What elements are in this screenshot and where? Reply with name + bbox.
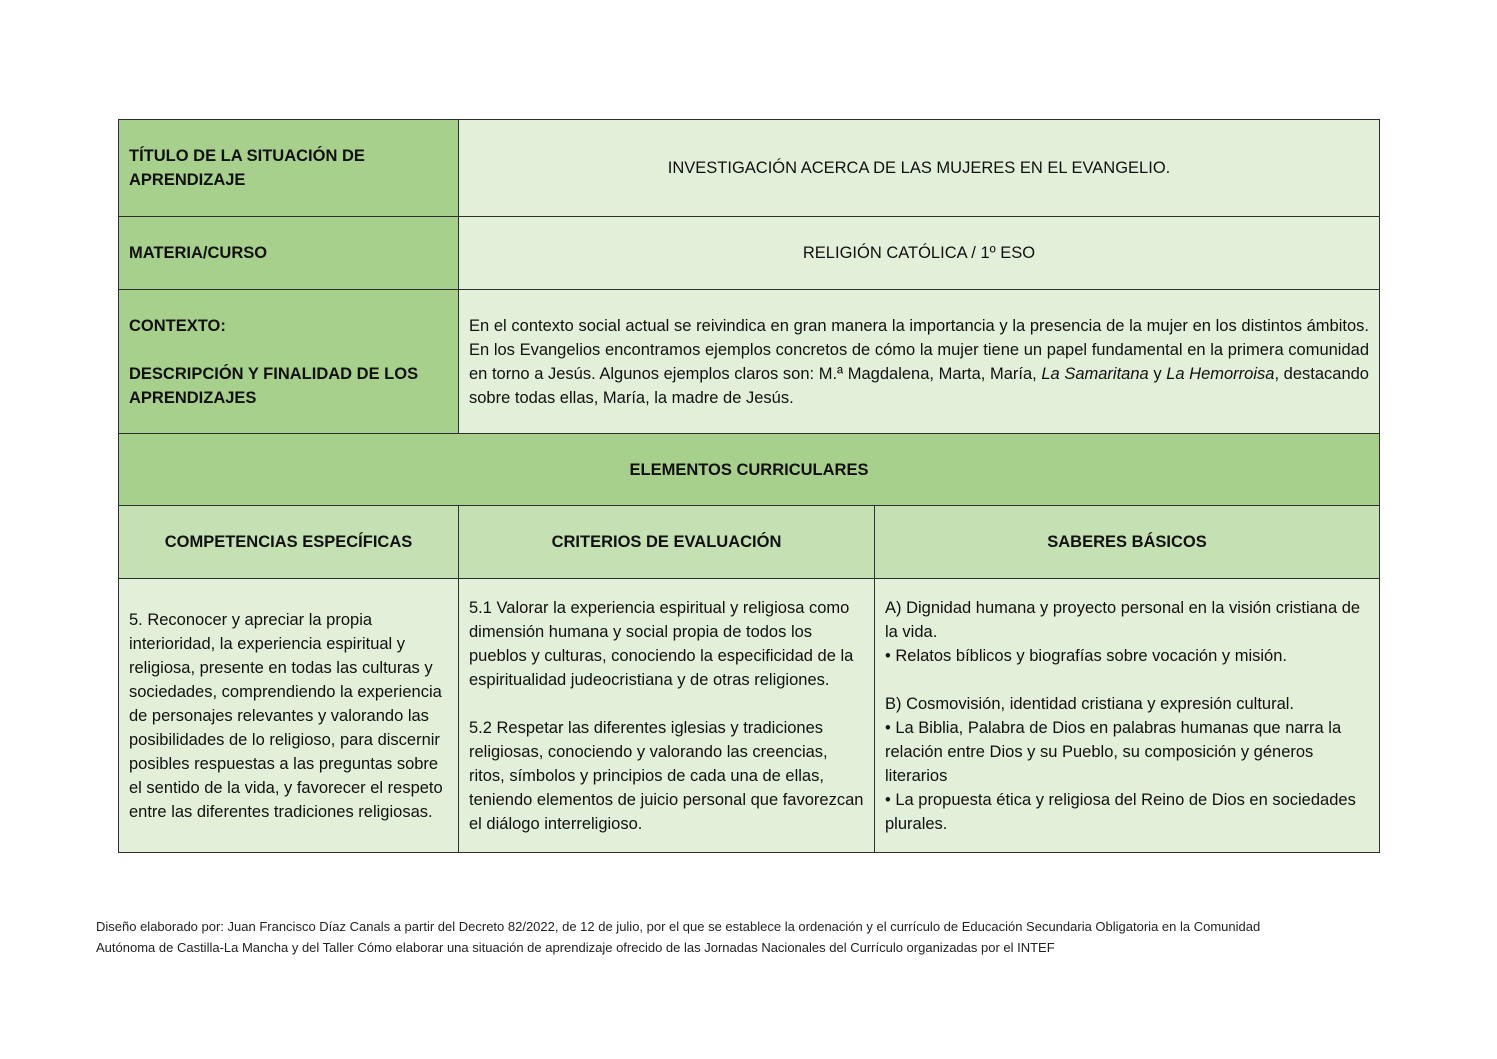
column-header-criterios: CRITERIOS DE EVALUACIÓN bbox=[459, 506, 875, 579]
content-row bbox=[119, 579, 1380, 853]
saber-b-item: • La Biblia, Palabra de Dios en palabras humanas que narra la relación entre Dios y su Pueblo, su composición y géneros literarios bbox=[885, 718, 1342, 785]
column-header-saberes: SABERES BÁSICOS bbox=[875, 506, 1380, 579]
saber-b-title: B) Cosmovisión, identidad cristiana y expresión cultural. bbox=[885, 694, 1295, 713]
context-text bbox=[459, 290, 1380, 434]
column-header-competencias: COMPETENCIAS ESPECÍFICAS bbox=[119, 506, 459, 579]
context-row bbox=[119, 290, 1380, 434]
competencia-5: 5. Reconocer y apreciar la propia interioridad, la experiencia espiritual y religiosa, presente en todas las culturas y sociedades, comprendiendo la experiencia de personajes relevantes y valorando las posibilidades de lo religioso, para discernir posibles respuestas a las preguntas sobre el sentido de la vida, y favorecer el respeto entre las diferentes tradiciones religiosas. bbox=[129, 610, 443, 821]
footer-line-2: Autónoma de Castilla-La Mancha y del Taller Cómo elaborar una situación de aprendizaje ofrecido de las Jornadas Nacionales del Currículo organizadas por el INTEF bbox=[96, 940, 1055, 955]
saber-b-item: • La propuesta ética y religiosa del Reino de Dios en sociedades plurales. bbox=[885, 790, 1356, 833]
saber-a-title: A) Dignidad humana y proyecto personal en la visión cristiana de la vida. bbox=[885, 598, 1361, 641]
criterios-cell bbox=[459, 579, 875, 853]
saber-a-item: • Relatos bíblicos y biografías sobre vocación y misión. bbox=[885, 646, 1287, 665]
context-label-cell bbox=[119, 290, 459, 434]
saberes-cell bbox=[875, 579, 1380, 853]
curricular-section-title: ELEMENTOS CURRICULARES bbox=[119, 434, 1380, 506]
competencias-cell bbox=[119, 579, 459, 853]
title-label: TÍTULO DE LA SITUACIÓN DE APRENDIZAJE bbox=[119, 120, 459, 217]
context-text-part: En el contexto social actual se reivindica en gran manera la importancia y la presencia de la mujer en los distintos ámbitos. En los Evangelios encontramos ejemplos concretos de cómo la mujer tiene un papel fundamental en la primera comunidad en torno a Jesús. Algunos ejemplos claros son: M.ª Magdalena, Marta, María, bbox=[469, 316, 1369, 383]
footer-credits bbox=[96, 916, 1396, 958]
title-value: INVESTIGACIÓN ACERCA DE LAS MUJERES EN EL EVANGELIO. bbox=[459, 120, 1380, 217]
context-italic-hemorroisa: La Hemorroisa bbox=[1166, 364, 1275, 383]
footer-line-1: Diseño elaborado por: Juan Francisco Díaz Canals a partir del Decreto 82/2022, de 12 de julio, por el que se establece la ordenación y el currículo de Educación Secundaria Obligatoria en la Comunidad bbox=[96, 919, 1261, 934]
subject-value: RELIGIÓN CATÓLICA / 1º ESO bbox=[459, 217, 1380, 290]
criterio-5-2: 5.2 Respetar las diferentes iglesias y tradiciones religiosas, conociendo y valorando las creencias, ritos, símbolos y principios de cada una de ellas, teniendo elementos de juicio personal que favorezcan el diálogo interreligioso. bbox=[469, 718, 864, 833]
subject-label: MATERIA/CURSO bbox=[119, 217, 459, 290]
description-label: DESCRIPCIÓN Y FINALIDAD DE LOS APRENDIZAJES bbox=[129, 364, 419, 407]
title-row bbox=[119, 120, 1380, 217]
context-italic-samaritana: La Samaritana bbox=[1041, 364, 1149, 383]
subject-row bbox=[119, 217, 1380, 290]
curricular-section-row bbox=[119, 434, 1380, 506]
context-text-part: y bbox=[1148, 364, 1167, 383]
learning-situation-table bbox=[118, 119, 1380, 853]
criterio-5-1: 5.1 Valorar la experiencia espiritual y religiosa como dimensión humana y social propia de todos los pueblos y culturas, conociendo la especificidad de la espiritualidad judeocristiana y de otras religiones. bbox=[469, 598, 854, 689]
column-header-row bbox=[119, 506, 1380, 579]
context-text-part: , destacando sobre todas ellas, María, la madre de Jesús. bbox=[469, 364, 1369, 407]
context-label: CONTEXTO: bbox=[129, 316, 226, 335]
